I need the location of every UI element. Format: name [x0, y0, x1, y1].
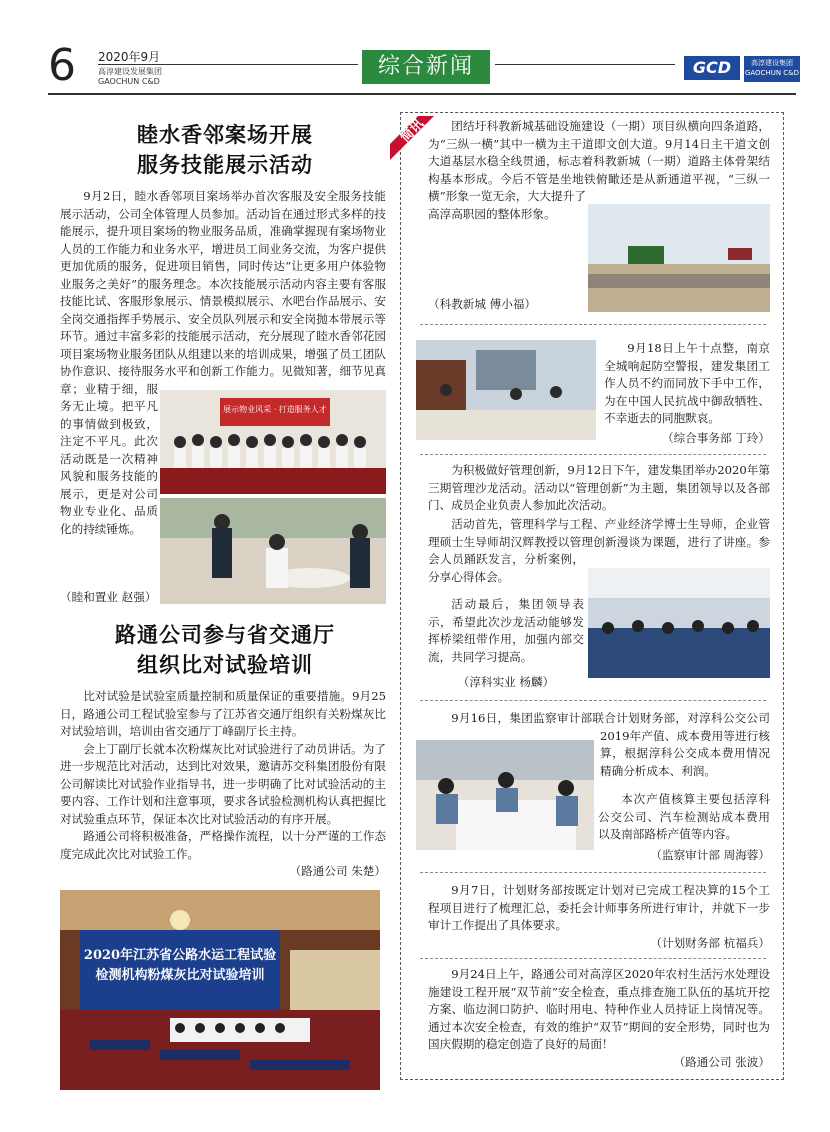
logo-text-en: GAOCHUN C&D: [744, 69, 800, 77]
brief-item6: [428, 966, 770, 1071]
article2-title: [60, 620, 390, 680]
photo-road-paving: [588, 204, 770, 312]
header-bar: [48, 93, 796, 95]
gcd-logo: GCD: [684, 56, 740, 80]
article2-title-line2: 组织比对试验培训: [137, 653, 313, 677]
brief-tag: 简讯: [397, 116, 427, 146]
brief-item4-b: [598, 791, 770, 844]
article2-body: [60, 688, 386, 881]
header-org: [98, 67, 162, 87]
audit-meeting-photo: [416, 740, 594, 850]
header-org-en: GAOCHUN C&D: [98, 77, 160, 86]
road-paving-photo: [588, 204, 770, 312]
brief-item3-end: [428, 596, 584, 666]
brief-separator: [420, 324, 766, 325]
brief-item5-text: 9月7日，计划财务部按既定计划对已完成工程决算的15个工程项目进行了梳理汇总，委托会计师事务所进行审计，并就下一步审计工作提出了具体要求。: [428, 883, 770, 932]
brief-sig5: （计划财务部 杭福兵）: [650, 935, 770, 950]
article1-para: 9月2日，睦水香邻项目案场举办首次客服及安全服务技能展示活动，公司全体管理人员参加。活动旨在通过形式多样的技能展示，提升项目案场的物业服务品质，准确掌握现有案场物业人员的工作能力和业务水平，增进员工间业务交流，为客户提供更加优质的服务，促进项目销售，同时传达“让更多用户体验物业服务之美好”的服务理念。本次技能展示活动内容主要有客服技能比试、客服形象展示、情景模拟展示、水吧台作品展示、安全岗交通指挥手势展示、安全员队列展示和安全岗抛本带展示等环节。通过丰富多彩的技能展示活动，充分展现了睦水香邻花园项目案场物业服务团队从组建以来的培训成果，增强了员工团队协作意识、接待服务水平和创新工作能力。见微知著，细节见真章；业精于细，服务无止境。把平凡的事情做到极致，注定不平凡。此次活动既是一次精神风貌和服务技能的展示，更是对公司物业专业化、品质化的持续锤炼。: [60, 188, 386, 538]
brief-separator: [420, 872, 766, 873]
training-banner: [80, 946, 280, 986]
photo-group-staff: [160, 390, 386, 494]
header-rule-left: [98, 64, 358, 65]
header-org-cn: 高淳建设发展集团: [98, 67, 162, 76]
brief-item3-para3: 活动最后，集团领导表示，希望此次沙龙活动能够发挥桥梁纽带作用，加强内部交流，共同学习提高。: [428, 597, 584, 664]
article2-title-line1: 路通公司参与省交通厅: [115, 623, 335, 647]
brief-item2: [604, 340, 770, 428]
photo-service-demo: [160, 498, 386, 604]
brief-sig1: （科教新城 傅小福）: [428, 297, 537, 311]
training-banner-line1: 2020年江苏省公路水运工程试验: [83, 948, 277, 963]
section-title: 综合新闻: [362, 50, 490, 84]
article1-title: [60, 120, 390, 180]
article2-signature: （路通公司 朱楚）: [289, 864, 386, 878]
brief-item3: [428, 462, 770, 515]
article2-para2: 会上丁副厅长就本次粉煤灰比对试验进行了动员讲话。为了进一步规范比对活动，达到比对效果，邀请苏交科集团股份有限公司解读比对试验作业指导书，进一步明确了比对试验活动的主要内容、工作计划和注意事项，要求各试验检测机构认真把握比对试验重点环节，保证本次比对试验活动的有序开展。: [60, 741, 386, 826]
brief-separator: [420, 700, 766, 701]
brief-sig4: （监察审计部 周海蓉）: [650, 848, 770, 862]
service-demo-photo: [160, 498, 386, 604]
brief-sig2: （综合事务部 丁玲）: [661, 431, 770, 445]
brief-sig3: （淳科实业 杨麟）: [457, 675, 555, 689]
banner-text: 展示物业风采 · 打造服务人才: [223, 405, 327, 414]
office-silence-photo: [416, 340, 596, 440]
article1-title-line2: 服务技能展示活动: [137, 153, 313, 177]
brief-item6-text: 9月24日上午，路通公司对高淳区2020年农村生活污水处理设施建设工程开展“双节前”安全检查，重点排查施工队伍的基坑开挖方案、临边洞口防护、临时用电、特种作业人员持证上岗情况等。通过本次安全检查，有效的维护“双节”期间的安全形势，同时也为国庆假期的稳定创造了良好的局面！: [428, 967, 770, 1051]
brief-item5: [428, 882, 770, 952]
article2-para1: 比对试验是试验室质量控制和质量保证的重要措施。9月25日，路通公司工程试验室参与了江苏省交通厅组织有关粉煤灰比对试验培训，培训由省交通厅丁峰副厅长主持。: [60, 689, 386, 738]
brief-item4-text: 9月16日，集团监察审计部联合计划财务部，对淳科公交公司2019年产值、成本费用等进行核算，根据淳科公交成本费用情况精确分析成本、利润。: [428, 710, 770, 780]
logo-text-cn: 高淳建设集团: [751, 59, 793, 67]
photo-salon: [588, 568, 770, 678]
brief-item2-text: 9月18日上午十点整，南京全城响起防空警报，建发集团工作人员不约而同放下手中工作，为在中国人民抗战中御敌牺牲、不幸逝去的同胞默哀。: [604, 341, 770, 425]
training-banner-line2: 检测机构粉煤灰比对试验培训: [95, 968, 265, 983]
brief-item3-para2: 活动首先，管理科学与工程、产业经济学博士生导师，企业管理硕士生导师胡汉辉教授以管理创新漫谈为课题，进行了讲座。参会人员踊跃发言，分析案例，分享心得体会。: [428, 516, 770, 586]
photo-audit-meeting: [416, 740, 594, 850]
photo-training-meeting: [60, 890, 380, 1090]
brief-item4-para2: 本次产值核算主要包括淳科公交公司、汽车检测站成本费用以及南部路桥产值等内容。: [598, 792, 770, 841]
brief-item3-para1: 为积极做好管理创新，9月12日下午，建发集团举办2020年第三期管理沙龙活动。活动以“管理创新”为主题，集团领导以及各部门、成员企业负责人参加此次活动。: [428, 463, 770, 512]
brief-separator: [420, 454, 766, 455]
brief-item1-text: 团结圩科教新城基础设施建设（一期）项目纵横向四条道路，为“三纵一横”其中一横为主干道即文创大道。9月14日主干道文创大道基层水稳全线贯通，标志着科教新城（一期）道路主体骨架结构基本形成。今后不管是坐地铁俯瞰还是从新通道平视，“三纵一横”形象一览无余，大大提升了高淳高职园的整体形象。: [428, 118, 770, 223]
page-number: 6: [48, 40, 76, 91]
logo-text: [744, 56, 800, 82]
training-meeting-photo: [60, 890, 380, 1090]
issue-date: 2020年9月: [98, 50, 161, 64]
salon-photo: [588, 568, 770, 678]
brief-separator: [420, 958, 766, 959]
header-rule-right: [495, 64, 675, 65]
article1-title-line1: 睦水香邻案场开展: [137, 123, 313, 147]
article1-signature: （睦和置业 赵强）: [60, 590, 157, 604]
article2-para3: 路通公司将积极准备，严格操作流程，以十分严谨的工作态度完成此次比对试验工作。: [60, 829, 386, 861]
brief-sig6: （路通公司 张波）: [673, 1054, 770, 1069]
photo-office-silence: [416, 340, 596, 440]
